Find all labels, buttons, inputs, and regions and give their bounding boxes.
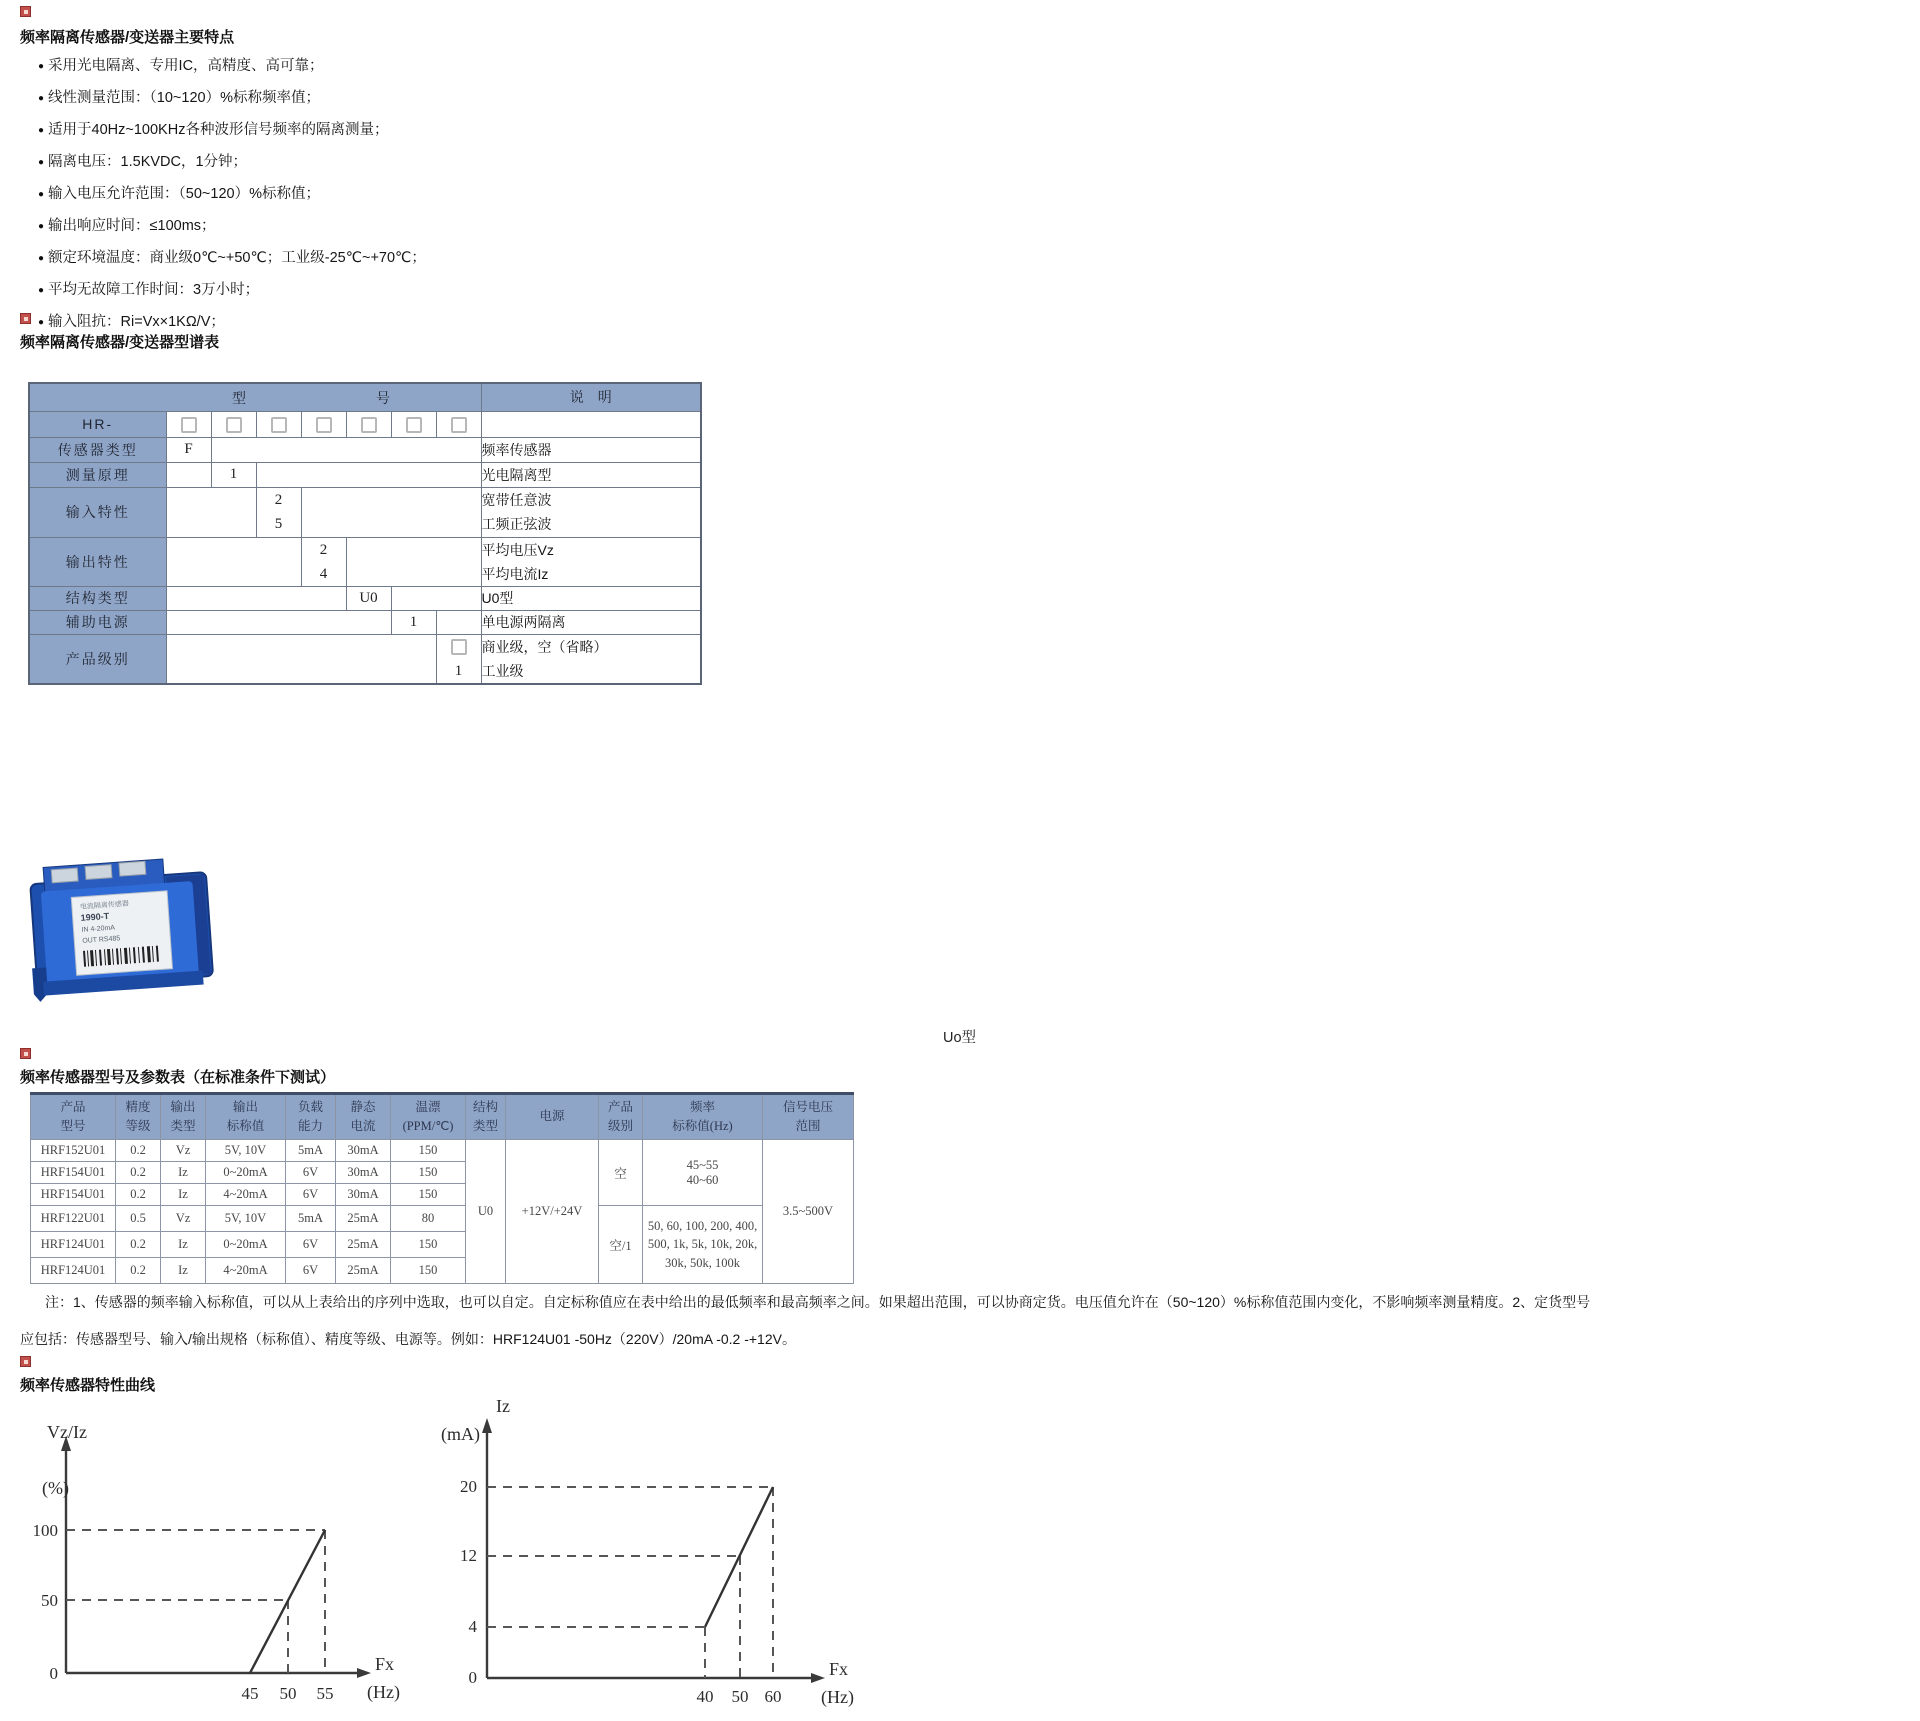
y-axis-label: Iz (496, 1396, 510, 1416)
table-row: HRF124U01 0.2 Iz 4~20mA 6V 25mA 150 (31, 1258, 854, 1284)
param-table-title: 频率传感器型号及参数表（在标准条件下测试） (20, 1069, 336, 1086)
bullet-ornament-icon (20, 1048, 31, 1059)
label-out: OUT RS485 (82, 935, 121, 945)
row-label: 输入特性 (29, 487, 166, 537)
x-tick: 50 (279, 1684, 297, 1703)
feature-item: ● 采用光电隔离、专用IC，高精度、高可靠； (38, 50, 426, 82)
checkbox-placeholder (451, 417, 467, 433)
code-value: 1 (211, 462, 256, 487)
feature-item: ● 线性测量范围：（10~120）%标称频率值； (38, 82, 426, 114)
x-tick: 55 (316, 1684, 334, 1703)
table-row-grade (29, 634, 701, 684)
x-axis-arrow (357, 1668, 371, 1678)
col-header: 频率 标称值(Hz) (643, 1094, 763, 1140)
checkbox-placeholder (316, 417, 332, 433)
y-tick: 100 (32, 1521, 58, 1540)
table-row: HRF154U01 0.2 Iz 4~20mA 6V 30mA 150 (31, 1184, 854, 1206)
col-header: 负载 能力 (286, 1094, 336, 1140)
col-header: 产品 级别 (599, 1094, 643, 1140)
feature-item: ● 适用于40Hz~100KHz各种波形信号频率的隔离测量； (38, 114, 426, 146)
cell-frequency: 50, 60, 100, 200, 400, 500, 1k, 5k, 10k, 20k, 30k, 50k, 100k (643, 1206, 763, 1284)
y-tick: 0 (49, 1664, 58, 1683)
cell-model: HRF154U01 (31, 1162, 116, 1184)
col-header: 温漂 (PPM/℃) (391, 1094, 466, 1140)
label-model: 1990-T (80, 910, 110, 923)
note-line-2: 应包括：传感器型号、输入/输出规格（标称值）、精度等级、电源等。例如：HRF124U01 -50Hz（220V）/20mA -0.2 -+12V。 (20, 1331, 796, 1347)
y-tick: 12 (460, 1546, 477, 1565)
feature-item: ● 输入阻抗：Ri=Vx×1KΩ/V； (38, 306, 426, 338)
label-title: 电流隔离传感器 (79, 900, 130, 911)
col-header: 产品 型号 (31, 1094, 116, 1140)
model-table-title: 频率隔离传感器/变送器型谱表 (20, 334, 220, 351)
header-type-char: 型 (232, 390, 246, 406)
code-desc: U0型 (481, 586, 701, 610)
y-tick: 0 (468, 1668, 477, 1687)
feature-item: ● 额定环境温度：商业级0℃~+50℃；工业级-25℃~+70℃； (38, 242, 426, 274)
cell-signal-range: 3.5~500V (763, 1140, 854, 1284)
col-header: 结构 类型 (466, 1094, 506, 1140)
model-code-header (29, 383, 481, 411)
x-axis-unit: (Hz) (367, 1682, 400, 1702)
row-label: 辅助电源 (29, 610, 166, 634)
row-label: HR- (29, 411, 166, 437)
cell-model: HRF124U01 (31, 1232, 116, 1258)
code-desc: 商业级，空（省略） 工业级 (481, 634, 701, 684)
cell-structure: U0 (466, 1140, 506, 1284)
col-header: 电源 (506, 1094, 599, 1140)
note-line-1: 注：1、传感器的频率输入标称值，可以从上表给出的序列中选取，也可以自定。自定标称值应在表中给出的最低频率和最高频率之间。如果超出范围，可以协商定货。电压值允许在（50~120）%标称值范围内变化，不影响频率测量精度。2、定货型号 (45, 1294, 1591, 1310)
code-value: F (166, 437, 211, 462)
row-label: 输出特性 (29, 537, 166, 586)
code-value: 1 (391, 610, 436, 634)
parameters-table (30, 1092, 854, 1284)
checkbox-placeholder (271, 417, 287, 433)
cell-model: HRF154U01 (31, 1184, 116, 1206)
table-row-input (29, 487, 701, 537)
table-header-row (29, 383, 701, 411)
table-row-structure (29, 586, 701, 610)
feature-item: ● 输出响应时间：≤100ms； (38, 210, 426, 242)
row-label: 传感器类型 (29, 437, 166, 462)
y-tick: 4 (468, 1617, 477, 1636)
checkbox-placeholder (361, 417, 377, 433)
code-desc: 单电源两隔离 (481, 610, 701, 634)
x-tick: 60 (764, 1687, 782, 1706)
feature-item: ● 隔离电压：1.5KVDC，1分钟； (38, 146, 426, 178)
table-row-prefix (29, 411, 701, 437)
product-photo (18, 850, 240, 1010)
y-axis-label: Vz/Iz (47, 1422, 87, 1442)
y-tick: 20 (460, 1477, 477, 1496)
x-tick: 45 (241, 1684, 259, 1703)
col-header: 静态 电流 (336, 1094, 391, 1140)
x-axis-label: Fx (829, 1659, 849, 1679)
label-in: IN 4-20mA (81, 924, 116, 934)
features-list (38, 50, 426, 338)
header-no-char: 号 (376, 390, 390, 406)
row-label: 测量原理 (29, 462, 166, 487)
table-row-aux-power (29, 610, 701, 634)
code-desc: 平均电压Vz 平均电流Iz (481, 537, 701, 586)
percent-output-chart (15, 1398, 420, 1716)
desc-header: 说 明 (481, 383, 701, 411)
feature-item: ● 平均无故障工作时间：3万小时； (38, 274, 426, 306)
y-axis-unit: (mA) (441, 1424, 480, 1444)
table-row-principle (29, 462, 701, 487)
col-header: 精度 等级 (116, 1094, 161, 1140)
table-row: HRF154U01 0.2 Iz 0~20mA 6V 30mA 150 (31, 1162, 854, 1184)
table-row: HRF122U01 0.5 Vz 5V, 10V 5mA 25mA 80 空/1 50, 60, 100, 200, 400, 500, 1k, 5k, 10k, 20k, 30k, 50k, 100k (31, 1206, 854, 1232)
curves-title: 频率传感器特性曲线 (20, 1377, 156, 1394)
features-title: 频率隔离传感器/变送器主要特点 (20, 29, 235, 46)
cell-model: HRF122U01 (31, 1206, 116, 1232)
x-axis-label: Fx (375, 1654, 395, 1674)
cell-grade: 空 (599, 1140, 643, 1206)
x-axis-arrow (811, 1673, 825, 1683)
row-label: 结构类型 (29, 586, 166, 610)
cell-model: HRF124U01 (31, 1258, 116, 1284)
code-value: 2 4 (301, 537, 346, 586)
bullet-ornament-icon (20, 313, 31, 324)
x-axis-unit: (Hz) (821, 1687, 854, 1707)
checkbox-placeholder (406, 417, 422, 433)
cell-model: HRF152U01 (31, 1140, 116, 1162)
table-header-row (31, 1094, 854, 1140)
code-desc: 频率传感器 (481, 437, 701, 462)
code-value: 1 (436, 634, 481, 684)
col-header: 输出 标称值 (206, 1094, 286, 1140)
checkbox-placeholder (451, 639, 467, 655)
y-axis-unit: (%) (42, 1478, 69, 1498)
cell-power: +12V/+24V (506, 1140, 599, 1284)
checkbox-placeholder (226, 417, 242, 433)
x-tick: 40 (696, 1687, 714, 1706)
table-row-output (29, 537, 701, 586)
checkbox-placeholder (181, 417, 197, 433)
table-row-sensor-type (29, 437, 701, 462)
model-spectrum-table (28, 382, 702, 685)
col-header: 信号电压 范围 (763, 1094, 854, 1140)
cell-frequency: 45~55 40~60 (643, 1140, 763, 1206)
product-type-caption: Uo型 (943, 1030, 977, 1046)
table-row: HRF124U01 0.2 Iz 0~20mA 6V 25mA 150 (31, 1232, 854, 1258)
x-tick: 50 (731, 1687, 749, 1706)
code-desc: 宽带任意波 工频正弦波 (481, 487, 701, 537)
bullet-ornament-icon (20, 6, 31, 17)
code-value: U0 (346, 586, 391, 610)
code-value: 2 5 (256, 487, 301, 537)
y-axis-arrow (482, 1418, 492, 1433)
current-output-chart (425, 1390, 885, 1720)
feature-item: ● 输入电压允许范围：（50~120）%标称值； (38, 178, 426, 210)
cell-grade: 空/1 (599, 1206, 643, 1284)
col-header: 输出 类型 (161, 1094, 206, 1140)
table-row: HRF152U01 0.2 Vz 5V, 10V 5mA 30mA 150 U0 +12V/+24V 空 45~55 40~60 3.5~500V (31, 1140, 854, 1162)
code-desc: 光电隔离型 (481, 462, 701, 487)
bullet-ornament-icon (20, 1356, 31, 1367)
row-label: 产品级别 (29, 634, 166, 684)
y-tick: 50 (41, 1591, 58, 1610)
